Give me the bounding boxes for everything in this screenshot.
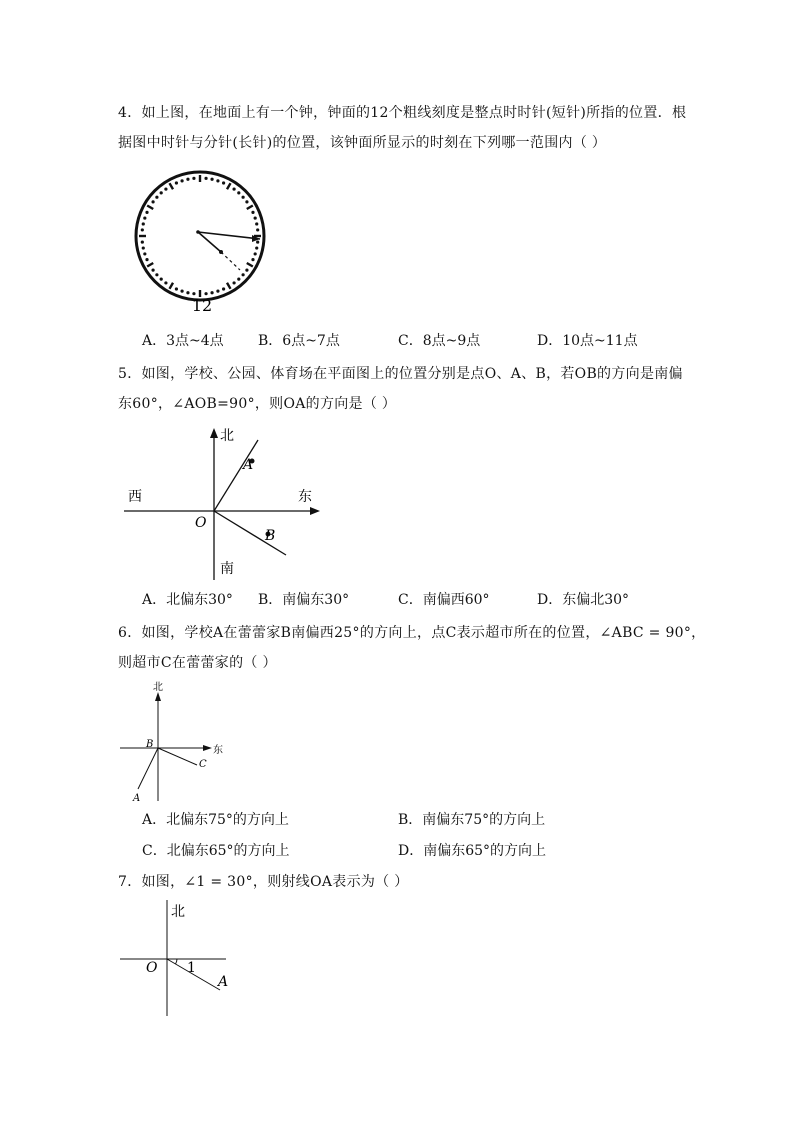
clock-minute-dot	[142, 222, 145, 225]
clock-minute-dot	[143, 216, 146, 219]
q6-label-c: C	[199, 759, 207, 770]
clock-minute-dot	[151, 268, 154, 271]
q4-option-a[interactable]: A．3点~4点	[142, 333, 224, 349]
q6-option-d[interactable]: D．南偏东65°的方向上	[398, 843, 547, 859]
q6-label-b: B	[146, 739, 154, 750]
clock-minute-dot	[242, 273, 245, 276]
clock-minute-dot	[186, 291, 189, 294]
clock-minute-dot	[254, 216, 257, 219]
q4-option-d[interactable]: D．10点~11点	[537, 333, 638, 349]
clock-minute-dot	[151, 200, 154, 203]
clock-minute-dot	[232, 281, 235, 284]
clock-minute-dot	[222, 181, 225, 184]
q5-label-south: 南	[220, 561, 234, 577]
q6-option-b[interactable]: B．南偏东75°的方向上	[398, 812, 546, 828]
clock-minute-dot	[216, 290, 219, 293]
minute-hand-dashed	[221, 252, 240, 270]
clock-minute-dot	[245, 268, 248, 271]
clock-minute-dot	[186, 178, 189, 181]
clock-figure	[128, 160, 278, 320]
q5-label-o: O	[195, 515, 207, 531]
clock-minute-dot	[210, 178, 213, 181]
clock-minute-dot	[175, 181, 178, 184]
q5-label-west: 西	[128, 489, 142, 505]
clock-minute-dot	[256, 240, 259, 243]
clock-hour-tick	[227, 283, 231, 289]
clock-minute-dot	[254, 252, 257, 255]
q6-line1: 6．如图，学校A在蕾蕾家B南偏西25°的方向上，点C表示超市所在的位置，∠ABC = 90°，	[118, 625, 706, 641]
clock-minute-dot	[175, 287, 178, 290]
clock-minute-dot	[160, 278, 163, 281]
clock-minute-dot	[180, 179, 183, 182]
clock-hour-tick	[247, 263, 253, 267]
q7-label-one: 1	[187, 960, 196, 976]
clock-center	[196, 230, 200, 234]
clock-minute-dot	[192, 292, 195, 295]
q5-label-b: B	[265, 528, 276, 544]
clock-label-12: 12	[191, 296, 213, 315]
q7-label-north: 北	[171, 904, 185, 920]
clock-minute-dot	[164, 281, 167, 284]
clock-minute-dot	[204, 292, 207, 295]
q6-line2: 则超市C在蕾蕾家的（ ）	[118, 655, 277, 671]
q6-option-a[interactable]: A．北偏东75°的方向上	[142, 812, 289, 828]
q7-line1: 7．如图，∠1 = 30°，则射线OA表示为（ ）	[118, 874, 409, 890]
q5-line1: 5．如图，学校、公园、体育场在平面图上的位置分别是点O、A、B，若OB的方向是南偏	[118, 366, 683, 382]
clock-minute-dot	[256, 228, 259, 231]
clock-minute-dot	[251, 258, 254, 261]
q4-line1: 4．如上图，在地面上有一个钟，钟面的12个粗线刻度是整点时时针(短针)所指的位置．根	[118, 105, 687, 121]
clock-minute-dot	[155, 273, 158, 276]
clock-minute-dot	[145, 211, 148, 214]
clock-minute-dot	[245, 200, 248, 203]
clock-minute-dot	[155, 196, 158, 199]
clock-minute-dot	[142, 246, 145, 249]
q4-option-c[interactable]: C．8点~9点	[398, 333, 481, 349]
clock-face	[136, 172, 264, 300]
clock-hour-tick	[147, 263, 153, 267]
clock-hour-tick	[170, 183, 174, 189]
q5-label-a: A	[243, 457, 254, 473]
q5-figure	[118, 420, 338, 585]
minute-hand-dot	[219, 250, 223, 254]
clock-minute-dot	[255, 222, 258, 225]
clock-minute-dot	[237, 191, 240, 194]
clock-minute-dot	[242, 196, 245, 199]
clock-minute-dot	[251, 211, 254, 214]
clock-minute-dot	[216, 179, 219, 182]
q5-option-c[interactable]: C．南偏西60°	[398, 592, 490, 608]
clock-minute-dot	[204, 177, 207, 180]
q4-option-b[interactable]: B．6点~7点	[258, 333, 340, 349]
clock-minute-dot	[164, 187, 167, 190]
clock-minute-dot	[222, 287, 225, 290]
clock-hour-tick	[247, 206, 253, 210]
clock-minute-dot	[237, 278, 240, 281]
q5-option-a[interactable]: A．北偏东30°	[142, 592, 233, 608]
clock-minute-dot	[192, 177, 195, 180]
q6-label-a: A	[133, 793, 141, 804]
hour-hand	[198, 232, 260, 239]
q7-label-a: A	[218, 974, 229, 990]
q5-line2: 东60°，∠AOB=90°，则OA的方向是（ ）	[118, 396, 397, 412]
q5-label-north: 北	[220, 428, 234, 444]
clock-minute-dot	[145, 258, 148, 261]
clock-minute-dot	[180, 290, 183, 293]
q5-label-east: 东	[298, 489, 312, 505]
clock-minute-dot	[143, 252, 146, 255]
q6-option-c[interactable]: C．北偏东65°的方向上	[142, 843, 290, 859]
q7-figure	[118, 896, 238, 1021]
clock-hour-tick	[147, 206, 153, 210]
q5-option-d[interactable]: D．东偏北30°	[537, 592, 630, 608]
clock-minute-dot	[141, 228, 144, 231]
q7-label-o: O	[146, 960, 158, 976]
q6-label-north: 北	[153, 682, 163, 693]
q4-line2: 据图中时针与分针(长针)的位置，该钟面所显示的时刻在下列哪一范围内（ ）	[118, 135, 607, 151]
clock-minute-dot	[141, 240, 144, 243]
clock-hour-tick	[170, 283, 174, 289]
clock-minute-dot	[255, 246, 258, 249]
clock-ticks	[139, 175, 261, 297]
q6-label-east: 东	[213, 745, 223, 756]
clock-minute-dot	[160, 191, 163, 194]
clock-minute-dot	[232, 187, 235, 190]
q5-option-b[interactable]: B．南偏东30°	[258, 592, 350, 608]
clock-hour-tick	[227, 183, 231, 189]
q6-figure	[118, 676, 238, 806]
clock-minute-dot	[210, 291, 213, 294]
